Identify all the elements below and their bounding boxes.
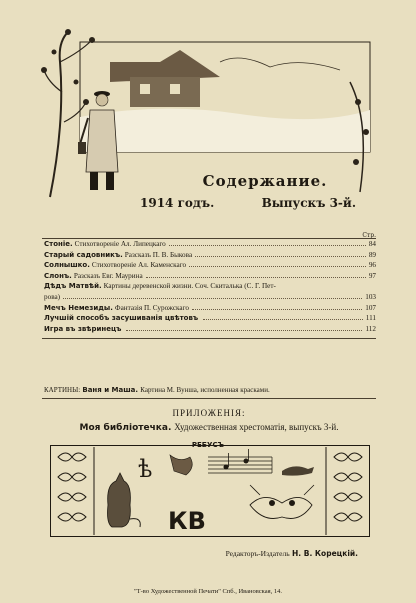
appendix-title: Моя библіотечка. [79, 423, 172, 433]
toc-item-page: 84 [368, 240, 376, 248]
toc-item[interactable] [44, 240, 376, 251]
page-column-label: Стр. [362, 232, 376, 239]
toc-item-desc: Стихотвореніе Ал. Липецкаго [74, 240, 166, 248]
year-label: 1914 годъ. [140, 196, 215, 210]
toc-item-title: Стоніе. [44, 240, 73, 248]
toc-item-title: Старый садовникъ. [44, 250, 123, 259]
rebus-letters-kv: КВ [168, 507, 206, 535]
toc-item-desc: Стихотвореніе Ал. Каменскаго [91, 261, 187, 270]
toc-item-page: 103 [365, 292, 376, 301]
toc-list [44, 240, 376, 335]
divider [42, 238, 376, 239]
toc-item-page: 89 [368, 250, 376, 259]
leader-dots [203, 319, 363, 320]
toc-item[interactable] [44, 261, 376, 272]
pictures-label: КАРТИНЫ: [44, 386, 81, 394]
rebus-picture [50, 445, 370, 537]
printer-line: "Т-во Художественной Печати" Спб., Ивановская, 14. [134, 588, 282, 595]
leader-dots [126, 330, 362, 331]
toc-item-title: Слонъ. [44, 271, 72, 280]
leader-dots [146, 277, 366, 278]
toc-item[interactable] [44, 314, 376, 325]
appendix-line [42, 422, 376, 433]
divider [42, 338, 376, 339]
toc-item[interactable] [44, 304, 376, 315]
issue-label: Выпускъ 3-й. [261, 196, 356, 210]
toc-item[interactable] [44, 325, 376, 336]
rebus-label: РЕБУСЪ [191, 441, 225, 449]
toc-item-desc: Разсказъ П. В. Быкова [124, 250, 193, 259]
toc-item-title: Солнышко. [44, 261, 90, 270]
toc-item-desc: рова) [44, 292, 61, 301]
toc-item-desc: Разсказъ Евг. Маурина [73, 271, 143, 280]
leader-dots [195, 256, 366, 257]
editor-name: Н. В. Корецкій. [292, 549, 358, 558]
toc-item[interactable] [44, 282, 376, 293]
pictures-title: Ваня и Маша. [82, 386, 139, 394]
toc-item-desc: Фантазія П. Сурожскаго [114, 303, 189, 312]
leader-dots [63, 298, 362, 299]
rebus-letter-yat: ѣ [138, 455, 153, 483]
editor-line [226, 549, 358, 558]
toc-item[interactable] [44, 272, 376, 283]
appendix-heading: ПРИЛОЖЕНІЯ: [172, 408, 246, 418]
page-title: Содержание. [202, 172, 328, 190]
toc-item-title: Мечъ Немезиды. [44, 303, 113, 312]
toc-item-page: 97 [368, 271, 376, 280]
divider [42, 398, 376, 399]
toc-item-title: Дѣдъ Матвѣй. [44, 282, 102, 291]
editor-role: Редакторъ-Издатель [225, 549, 290, 558]
toc-item-page: 107 [365, 303, 376, 312]
leader-dots [192, 309, 362, 310]
leader-dots [169, 245, 366, 246]
pictures-line [44, 386, 376, 394]
toc-item-page: 111 [365, 314, 376, 323]
toc-item-page: 112 [365, 324, 376, 333]
toc-item-page: 96 [368, 261, 376, 270]
leader-dots [189, 266, 366, 267]
toc-item[interactable] [44, 251, 376, 262]
appendix-desc: Художественная хрестоматія, выпускъ 3-й. [174, 422, 339, 432]
toc-item-title: Игра въ звѣринецъ [44, 324, 122, 333]
toc-item-title: Лучшій способъ засушиванія цвѣтовъ [44, 314, 199, 323]
pictures-desc: Картина М. Вунша, исполненная красками. [140, 386, 270, 394]
toc-item[interactable] [44, 293, 376, 304]
toc-item-desc: Картины деревенской жизни. Соч. Скиталька (С. Г. Пет- [103, 282, 276, 291]
